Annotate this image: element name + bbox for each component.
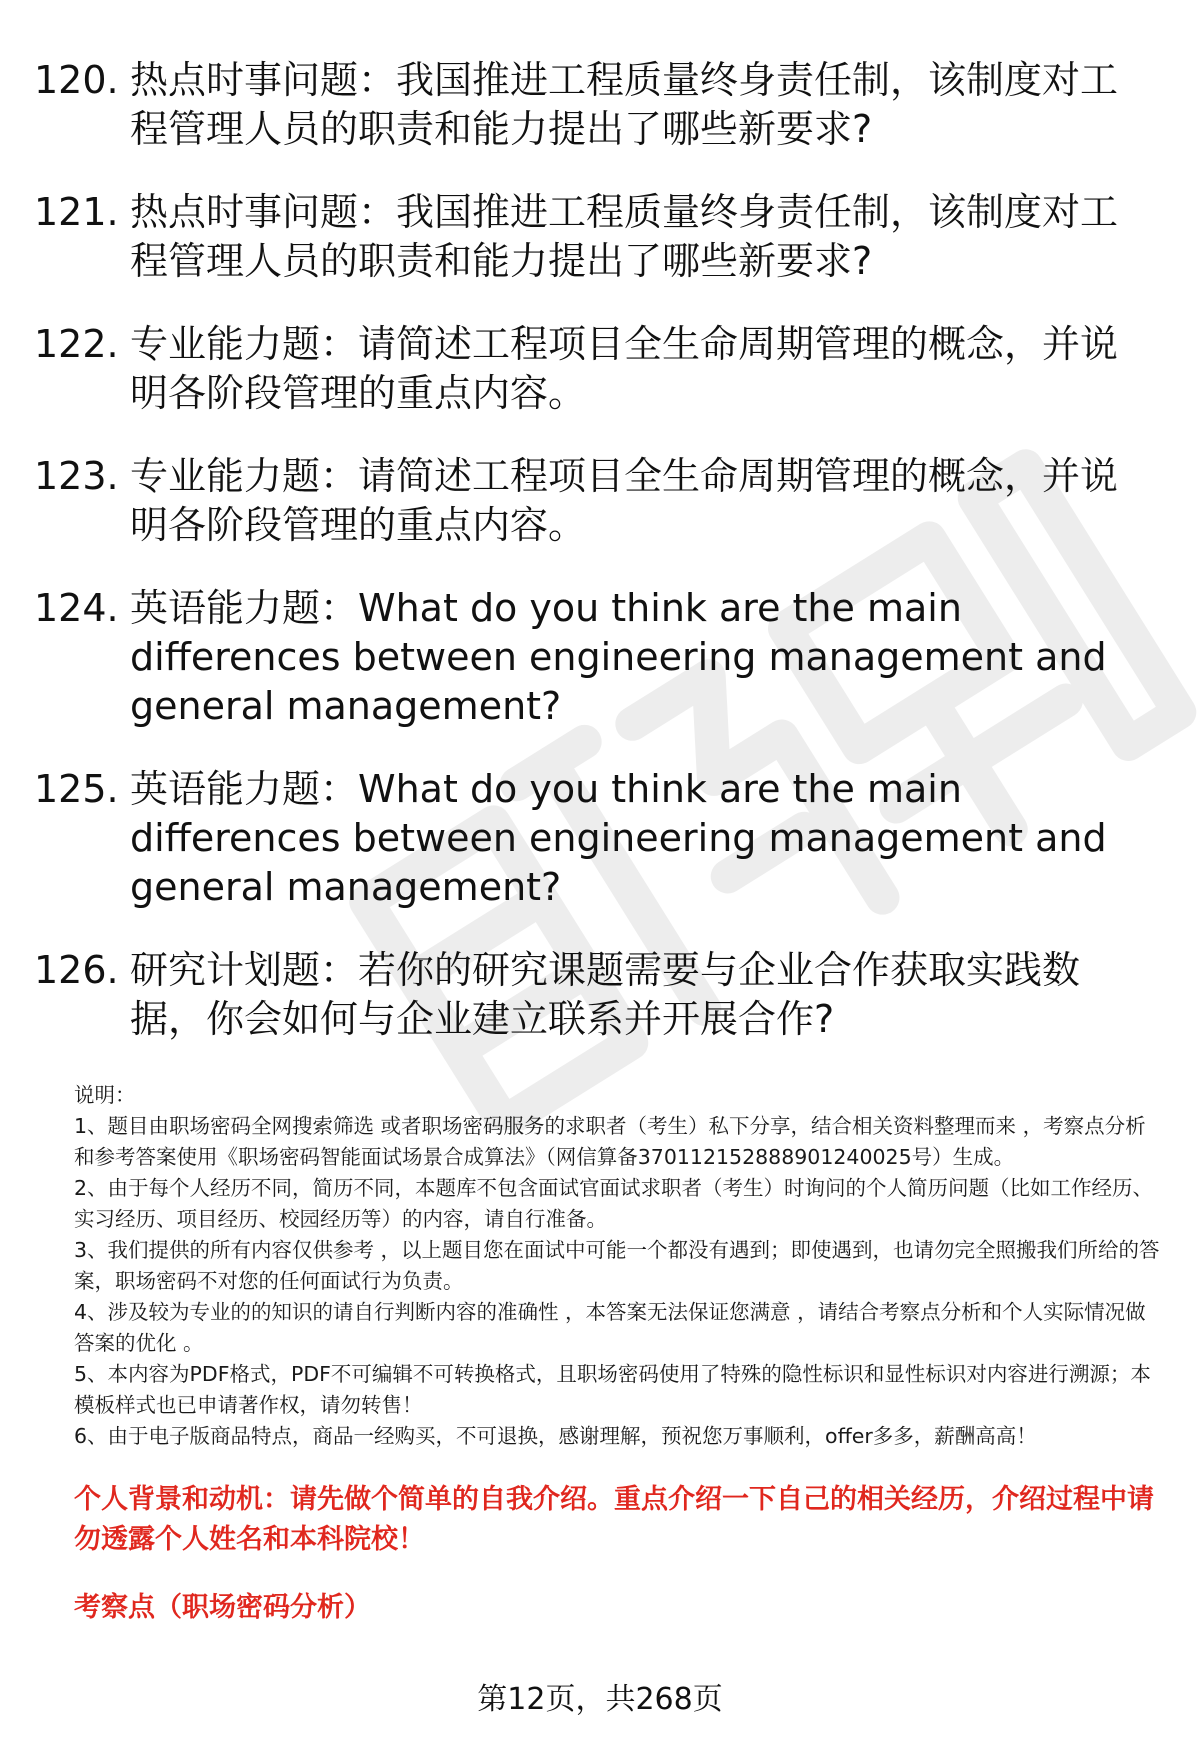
question-item xyxy=(34,946,1154,1044)
question-item xyxy=(34,765,1154,912)
question-category: 研究计划题： xyxy=(130,948,359,992)
notes-item: 1、题目由职场密码全网搜索筛选 或者职场密码服务的求职者（考生）私下分享，结合相关资料整理而来 ，考察点分析和参考答案使用《职场密码智能面试场景合成算法》（网信算备370112152888901240025号）生成。 xyxy=(74,1114,1146,1169)
question-number: 123. xyxy=(34,454,119,498)
question-category: 专业能力题： xyxy=(130,454,359,498)
notes-item: 3、我们提供的所有内容仅供参考 ，以上题目您在面试中可能一个都没有遇到；即使遇到，也请勿完全照搬我们所给的答案，职场密码不对您的任何面试行为负责。 xyxy=(74,1238,1160,1293)
question-number: 126. xyxy=(34,948,119,992)
notes-item: 4、涉及较为专业的的知识的请自行判断内容的准确性 ，本答案无法保证您满意 ，请结合考察点分析和个人实际情况做答案的优化 。 xyxy=(74,1300,1146,1355)
question-number: 121. xyxy=(34,190,119,234)
question-text-block xyxy=(130,56,1154,154)
highlight-section xyxy=(74,1480,1160,1628)
question-category: 专业能力题： xyxy=(130,322,359,366)
question-text: 请简述工程项目全生命周期管理的概念，并说明各阶段管理的重点内容。 xyxy=(130,454,1119,547)
question-text: 我国推进工程质量终身责任制，该制度对工程管理人员的职责和能力提出了哪些新要求? xyxy=(130,58,1119,151)
question-item xyxy=(34,56,1154,154)
notes-item: 2、由于每个人经历不同，简历不同，本题库不包含面试官面试求职者（考生）时询问的个人简历问题（比如工作经历、实习经历、项目经历、校园经历等）的内容，请自行准备。 xyxy=(74,1176,1154,1231)
question-category: 英语能力题： xyxy=(130,767,359,811)
question-text: 我国推进工程质量终身责任制，该制度对工程管理人员的职责和能力提出了哪些新要求? xyxy=(130,190,1119,283)
question-text-block xyxy=(130,765,1154,912)
question-text-block xyxy=(130,188,1154,286)
intro-question: 个人背景和动机：请先做个简单的自我介绍。重点介绍一下自己的相关经历，介绍过程中请勿透露个人姓名和本科院校！ xyxy=(74,1484,1154,1555)
notes-title: 说明： xyxy=(74,1083,136,1107)
question-text-block xyxy=(130,320,1154,418)
question-number: 125. xyxy=(34,767,119,811)
page-number: 第12页，共268页 xyxy=(477,1682,723,1717)
question-item xyxy=(34,452,1154,550)
analysis-heading: 考察点（职场密码分析） xyxy=(74,1592,371,1623)
question-text-block xyxy=(130,452,1154,550)
spacer xyxy=(74,1560,1160,1588)
question-text-block xyxy=(130,946,1154,1044)
notes-section xyxy=(74,1080,1160,1452)
question-text: What do you think are the main differences between engineering management and general management? xyxy=(130,767,1107,909)
notes-item: 5、本内容为PDF格式，PDF不可编辑不可转换格式，且职场密码使用了特殊的隐性标识和显性标识对内容进行溯源；本模板样式也已申请著作权，请勿转售！ xyxy=(74,1362,1151,1417)
question-item xyxy=(34,584,1154,731)
question-number: 122. xyxy=(34,322,119,366)
question-text: What do you think are the main differences between engineering management and general management? xyxy=(130,586,1107,728)
question-text-block xyxy=(130,584,1154,731)
notes-item: 6、由于电子版商品特点，商品一经购买，不可退换，感谢理解，预祝您万事顺利，offer多多，薪酬高高！ xyxy=(74,1424,1037,1448)
question-category: 热点时事问题： xyxy=(130,58,397,102)
question-item xyxy=(34,188,1154,286)
question-text: 若你的研究课题需要与企业合作获取实践数据，你会如何与企业建立联系并开展合作? xyxy=(130,948,1081,1041)
question-category: 热点时事问题： xyxy=(130,190,397,234)
question-category: 英语能力题： xyxy=(130,586,359,630)
question-list xyxy=(34,56,1154,1078)
question-item xyxy=(34,320,1154,418)
question-text: 请简述工程项目全生命周期管理的概念，并说明各阶段管理的重点内容。 xyxy=(130,322,1119,415)
question-number: 124. xyxy=(34,586,119,630)
question-number: 120. xyxy=(34,58,119,102)
